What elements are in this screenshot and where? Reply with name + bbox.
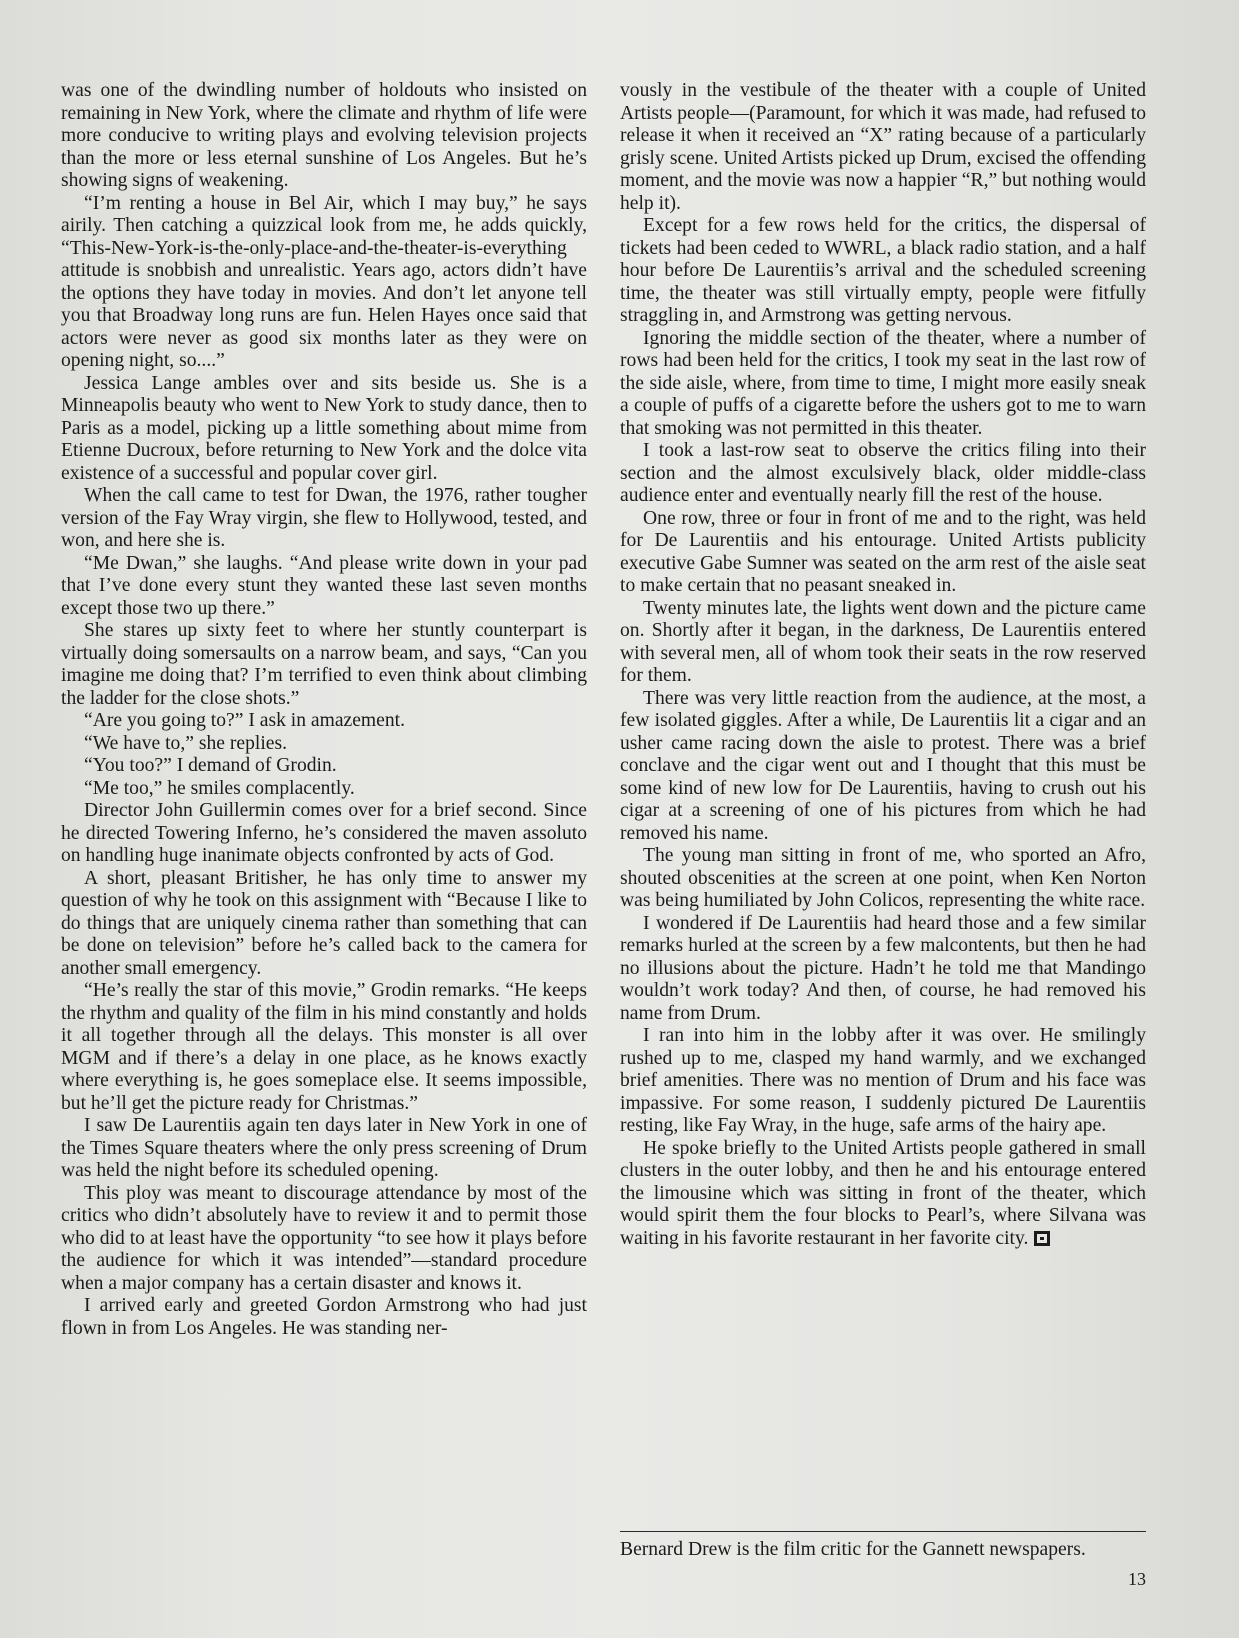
paragraph: vously in the vestibule of the theater with a couple of United Artists people—(Paramount, for which it was made, had refused to release it when it received an “X” rating because of a particularly grisly scene. United Artists picked up Drum, excised the offending moment, and the movie was now a happier “R,” but nothing would help it). — [620, 80, 1146, 214]
paragraph: A short, pleasant Britisher, he has only time to answer my question of why he took on this assignment with “Because I like to do things that are uniquely cinema rather than something that can be done on television” before he’s called back to the camera for another small emergency. — [61, 867, 587, 979]
closing-paragraph: He spoke briefly to the United Artists people gathered in small clusters in the outer lobby, and then he and his entourage entered the limousine which was sitting in front of the theater, which would spirit them the four blocks to Pearl’s, where Silvana was waiting in his favorite restaurant in her favorite city. — [620, 1137, 1146, 1249]
paragraph: “I’m renting a house in Bel Air, which I may buy,” he says airily. Then catching a quizzical look from me, he adds quickly, “This-New-York-is-the-only-place-and-the-theater-is-everything attitude is snobbish and unrealistic. Years ago, actors didn’t have the options they have today in movies. And don’t let anyone tell you that Broadway long runs are fun. Helen Hayes once said that actors were never as good six months later as they were on opening night, so....” — [61, 192, 587, 371]
paragraph: This ploy was meant to discourage attendance by most of the critics who didn’t absolutely have to review it and to permit those who did to at least have the opportunity “to see how it plays before the audience for which it was intended”—standard procedure when a major company has a certain disaster and knows it. — [61, 1182, 587, 1294]
paragraph: There was very little reaction from the audience, at the most, a few isolated giggles. After a while, De Laurentiis lit a cigar and an usher came racing down the aisle to protest. There was a brief conclave and the cigar went out and I thought that this must be some kind of new low for De Laurentiis, having to crush out his cigar at a screening of one of his pictures from which he had removed his name. — [620, 687, 1146, 844]
paragraph: Twenty minutes late, the lights went down and the picture came on. Shortly after it began, in the darkness, De Laurentiis entered with several men, all of whom took their seats in the row reserved for them. — [620, 597, 1146, 686]
paragraph: One row, three or four in front of me and to the right, was held for De Laurentiis and his entourage. United Artists publicity executive Gabe Sumner was seated on the arm rest of the aisle seat to make certain that no peasant sneaked in. — [620, 507, 1146, 596]
paragraph: “We have to,” she replies. — [84, 732, 287, 754]
paragraph: “He’s really the star of this movie,” Grodin remarks. “He keeps the rhythm and quality of the film in his mind constantly and holds it all together through all the delays. This monster is all over MGM and if there’s a delay in one place, as he knows exactly where everything is, he goes someplace else. It seems impossible, but he’ll get the picture ready for Christmas.” — [61, 980, 587, 1114]
paragraph: “Me too,” he smiles complacently. — [84, 777, 355, 799]
paragraph: “Me Dwan,” she laughs. “And please write down in your pad that I’ve done every stunt they wanted these last seven months except those two up there.” — [61, 552, 587, 619]
paragraph: “Are you going to?” I ask in amazement. — [84, 710, 406, 731]
paragraph: I saw De Laurentiis again ten days later in New York in one of the Times Square theaters where the only press screening of Drum was held the night before its scheduled opening. — [61, 1115, 587, 1181]
paragraph: “You too?” I demand of Grodin. — [84, 755, 337, 776]
paragraph: Director John Guillermin comes over for a brief second. Since he directed Towering Inferno, he’s considered the maven assoluto on handling huge inanimate objects confronted by acts of God. — [61, 800, 587, 866]
paragraph: Jessica Lange ambles over and sits beside us. She is a Minneapolis beauty who went to New York to study dance, then to Paris as a model, picking up a little something about mime from Etienne Ducroux, before returning to New York and the dolce vita existence of a successful and popular cover girl. — [61, 372, 587, 484]
paragraph: Ignoring the middle section of the theater, where a number of rows had been held for the critics, I took my seat in the last row of the side aisle, where, from time to time, I might more easily sneak a couple of puffs of a cigarette before the ushers got to me to warn that smoking was not permitted in this theater. — [620, 327, 1146, 439]
paragraph: I wondered if De Laurentiis had heard those and a few similar remarks hurled at the screen by a few malcontents, but then he had no illusions about the picture. Hadn’t he told me that Mandingo wouldn’t work today? And then, of course, he had removed his name from Drum. — [620, 912, 1146, 1024]
byline-divider — [620, 1531, 1146, 1532]
page-number: 13 — [1128, 1569, 1146, 1589]
paragraph: I took a last-row seat to observe the critics filing into their section and the almost exculsively black, older middle-class audience enter and eventually nearly fill the rest of the house. — [620, 440, 1146, 506]
paragraph: The young man sitting in front of me, who sported an Afro, shouted obscenities at the screen at one point, when Ken Norton was being humiliated by John Colicos, representing the white race. — [620, 845, 1146, 911]
paragraph: Except for a few rows held for the critics, the dispersal of tickets had been ceded to WWRL, a black radio station, and a half hour before De Laurentiis’s arrival and the scheduled screening time, the theater was still virtually empty, people were fitfully straggling in, and Armstrong was getting nervous. — [620, 215, 1146, 326]
left-column — [61, 80, 587, 1340]
right-column — [620, 80, 1146, 1250]
author-byline: Bernard Drew is the film critic for the Gannett newspapers. — [620, 1539, 1086, 1560]
paragraph: She stares up sixty feet to where her stuntly counterpart is virtually doing somersaults on a narrow beam, and says, “Can you imagine me doing that? I’m terrified to even think about climbing the ladder for the close shots.” — [61, 620, 587, 709]
paragraph: When the call came to test for Dwan, the 1976, rather tougher version of the Fay Wray virgin, she flew to Hollywood, tested, and won, and here she is. — [61, 485, 587, 551]
paragraph: I ran into him in the lobby after it was over. He smilingly rushed up to me, clasped my hand warmly, and we exchanged brief amenities. There was no mention of Drum and his face was impassive. For some reason, I suddenly pictured De Laurentiis resting, like Fay Wray, in the huge, safe arms of the hairy ape. — [620, 1025, 1146, 1136]
paragraph: was one of the dwindling number of holdouts who insisted on remaining in New York, where the climate and rhythm of life were more conducive to writing plays and evolving television projects than the more or less eternal sunshine of Los Angeles. But he’s showing signs of weakening. — [61, 80, 587, 191]
paragraph: I arrived early and greeted Gordon Armstrong who had just flown in from Los Angeles. He was standing ner- — [61, 1295, 587, 1339]
